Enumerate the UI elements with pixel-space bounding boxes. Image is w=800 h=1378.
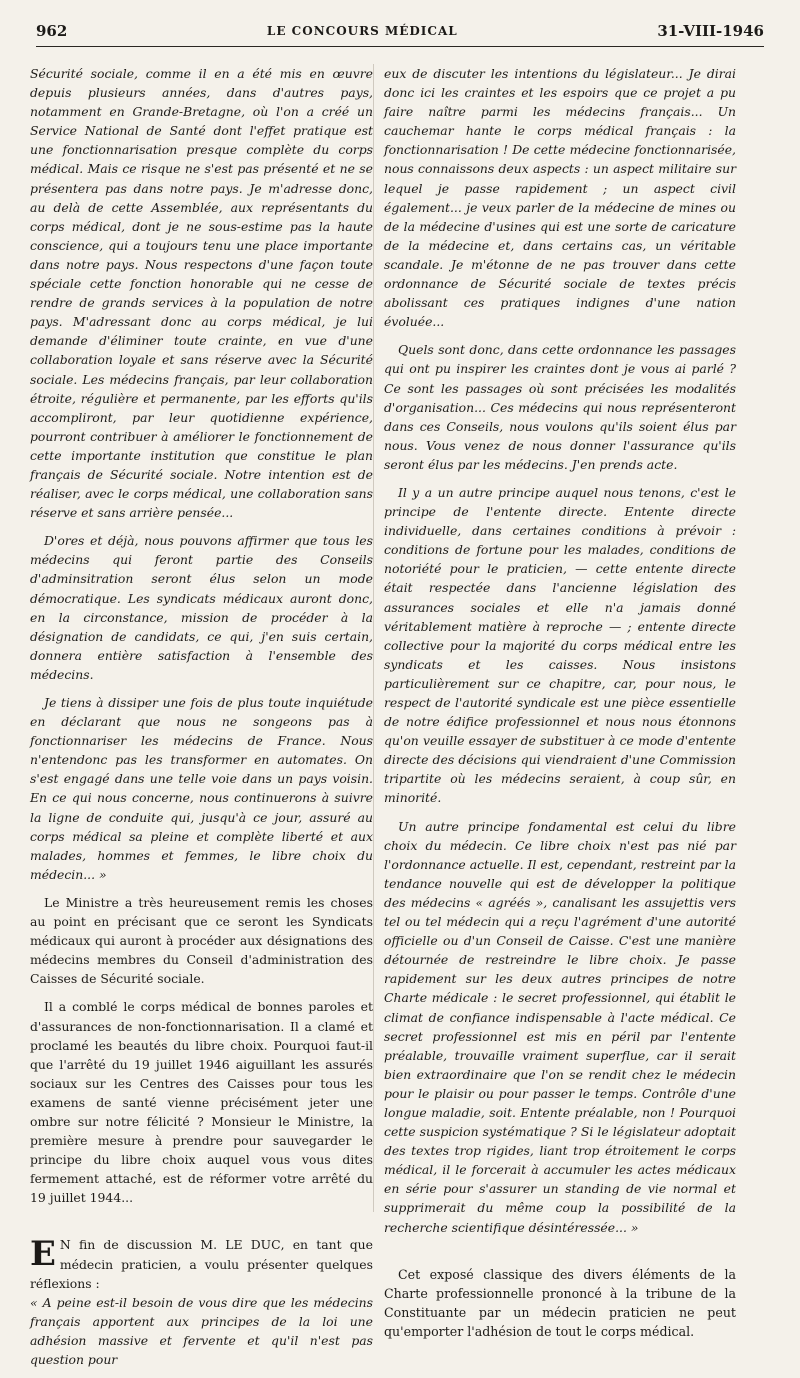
left-column <box>30 64 373 1378</box>
left-p6-b: , en tant que médecin praticien, a voulu présenter quelques réflexions : <box>30 1237 373 1291</box>
right-paragraph-2: Quels sont donc, dans cette ordonnance les passages qui ont pu inspirer les craintes dont je vous ai parlé ? Ce sont les passages où sont précisées les modalités d'organisation... Ces médecins qui nous représenteront dans ces Conseils, nous voulons qu'ils soient élus par nous. Vous venez de nous donner l'assurance qu'ils seront élus par les médecins. J'en prends acte. <box>384 342 736 472</box>
right-column <box>384 64 736 1350</box>
left-p6-quote: « A peine est-il besoin de vous dire que les médecins français apportent aux principes de la loi une adhésion massive et fervente et qu'il n'est pas question pour <box>30 1294 373 1367</box>
issue-date: 31-VIII-1946 <box>657 22 764 40</box>
right-paragraph-5: Cet exposé classique des divers éléments de la Charte professionnelle prononcé à la tribune de la Constituante par un médecin praticien ne peut qu'emporter l'adhésion de tout le corps médical. <box>384 1266 736 1339</box>
page-header <box>36 16 764 47</box>
column-divider <box>373 64 374 1212</box>
drop-cap: E <box>30 1234 56 1275</box>
speaker-name: LE DUC <box>225 1237 281 1253</box>
left-paragraph-2: D'ores et déjà, nous pouvons affirmer que tous les médecins qui feront partie des Conseils d'adminsitration seront élus selon un mode démocratique. Les syndicats médicaux auront donc, en la circonstance, mission de procéder à la désignation de candidats, ce qui, j'en suis certain, donnera entière satisfaction à l'ensemble des médecins. <box>30 533 373 682</box>
left-p6-a: N fin de discussion M. <box>59 1237 218 1253</box>
journal-title: LE CONCOURS MÉDICAL <box>266 24 458 38</box>
left-paragraph-3: Je tiens à dissiper une fois de plus toute inquiétude en déclarant que nous ne songeons pas à fonctionnariser les médecins de France. Nous n'entendonc pas les transformer en automates. On s'est engagé dans une telle voie dans un pays voisin. En ce qui nous concerne, nous continuerons à suivre la ligne de conduite qui, jusqu'à ce jour, assuré au corps médical sa pleine et complète liberté et aux malades, hommes et femmes, le libre choix du médecin... » <box>30 695 373 882</box>
right-paragraph-1: eux de discuter les intentions du législateur... Je dirai donc ici les craintes et les espoirs que ce projet a pu faire naître parmi les médecins français... Un cauchemar hante le corps médical français : la fonctionnarisation ! De cette médecine fonctionnarisée, nous connaissons deux aspects : un aspect militaire sur lequel je passe rapidement ; un aspect civil également... je veux parler de la médecine de mines ou de la médecine d'usines qui est une sorte de caricature de la médecine et, dans certains cas, un véritable scandale. Je m'étonne de ne pas trouver dans cette ordonnance de Sécurité sociale de textes précis abolissant ces pratiques indignes d'une nation évoluée... <box>384 66 736 330</box>
left-paragraph-6 <box>30 1235 373 1369</box>
right-paragraph-3: Il y a un autre principe auquel nous tenons, c'est le principe de l'entente directe. Entente directe individuelle, dans certaines conditions à prévoir : conditions de fortune pour les malades, conditions de notoriété pour le praticien, — cette entente directe était respectée dans l'ancienne législation des assurances sociales et elle n'a jamais donné véritablement matière à reproche — ; entente directe collective pour la majorité du corps médical entre les syndicats et les caisses. Nous insistons particulièrement sur ce chapitre, car, pour nous, le respect de l'autorité syndicale est une pièce essentielle de notre édifice professionnel et nous nous étonnons qu'on veuille essayer de substituer à ce mode d'entente directe des décisions qui viendraient d'une Commission tripartite où les médecins seraient, à coup sûr, en minorité. <box>384 484 736 806</box>
left-paragraph-4: Le Ministre a très heureusement remis les choses au point en précisant que ce seront les Syndicats médicaux qui auront à procéder aux désignations des médecins membres du Conseil d'administration des Caisses de Sécurité sociale. <box>30 894 373 987</box>
left-paragraph-5: Il a comblé le corps médical de bonnes paroles et d'assurances de non-fonctionnarisation. Il a clamé et proclamé les beautés du libre choix. Pourquoi faut-il que l'arrêté du 19 juillet 1946 aiguillant les assurés sociaux sur les Centres des Caisses pour tous les examens de santé vienne précisément jeter une ombre sur notre félicité ? Monsieur le Ministre, la première mesure à prendre pour sauvegarder le principe du libre choix auquel vous vous dites fermement attaché, est de réformer votre arrêté du 19 juillet 1944... <box>30 999 373 1206</box>
left-paragraph-1: Sécurité sociale, comme il en a été mis en œuvre depuis plusieurs années, dans d'autres pays, notamment en Grande-Bretagne, où l'on a créé un Service National de Santé dont l'effet pratique est une fonctionnarisation presque complète du corps médical. Mais ce risque ne s'est pas présenté et ne se présentera pas dans notre pays. Je m'adresse donc, au delà de cette Assemblée, aux représentants du corps médical, dont je ne sous-estime pas la haute conscience, qui a toujours tenu une place importante dans notre pays. Nous respectons d'une façon toute spéciale cette fonction honorable qui ne cesse de rendre de grands services à la population de notre pays. M'adressant donc au corps médical, je lui demande d'éliminer toute crainte, en vue d'une collaboration loyale et sans réserve avec la Sécurité sociale. Les médecins français, par leur collaboration étroite, régulière et permanente, par les efforts qu'ils accompliront, par leur quotidienne expérience, pourront contribuer à améliorer le fonctionnement de cette importante institution que constitue le plan français de Sécurité sociale. Notre intention est de réaliser, avec le corps médical, une collaboration sans réserve et sans arrière pensée... <box>30 66 373 521</box>
page-number: 962 <box>36 22 68 40</box>
right-paragraph-4: Un autre principe fondamental est celui du libre choix du médecin. Ce libre choix n'est pas nié par l'ordonnance actuelle. Il est, cependant, restreint par la tendance nouvelle qui est de développer la politique des médecins « agréés », canalisant les assujettis vers tel ou tel médecin qui a reçu l'agrément d'une autorité officielle ou d'un Conseil de Caisse. C'est une manière détournée de restreindre le libre choix. Je passe rapidement sur les deux autres principes de notre Charte médicale : le secret professionnel, qui établit le climat de confiance indispensable à l'acte médical. Ce secret professionnel est mis en péril par l'entente préalable, trouvaille vraiment superflue, car il serait bien extraordinaire que l'on se rendit chez le médecin pour le plaisir ou pour passer le temps. Contrôle d'une longue maladie, soit. Entente préalable, non ! Pourquoi cette suspicion systématique ? Si le législateur adoptait des textes trop rigides, liant trop étroitement le corps médical, il le forcerait à accumuler les actes médicaux en série pour s'assurer un standing de vie normal et supprimerait du même coup la possibilité de la recherche scientifique désintéressée... » <box>384 818 736 1235</box>
